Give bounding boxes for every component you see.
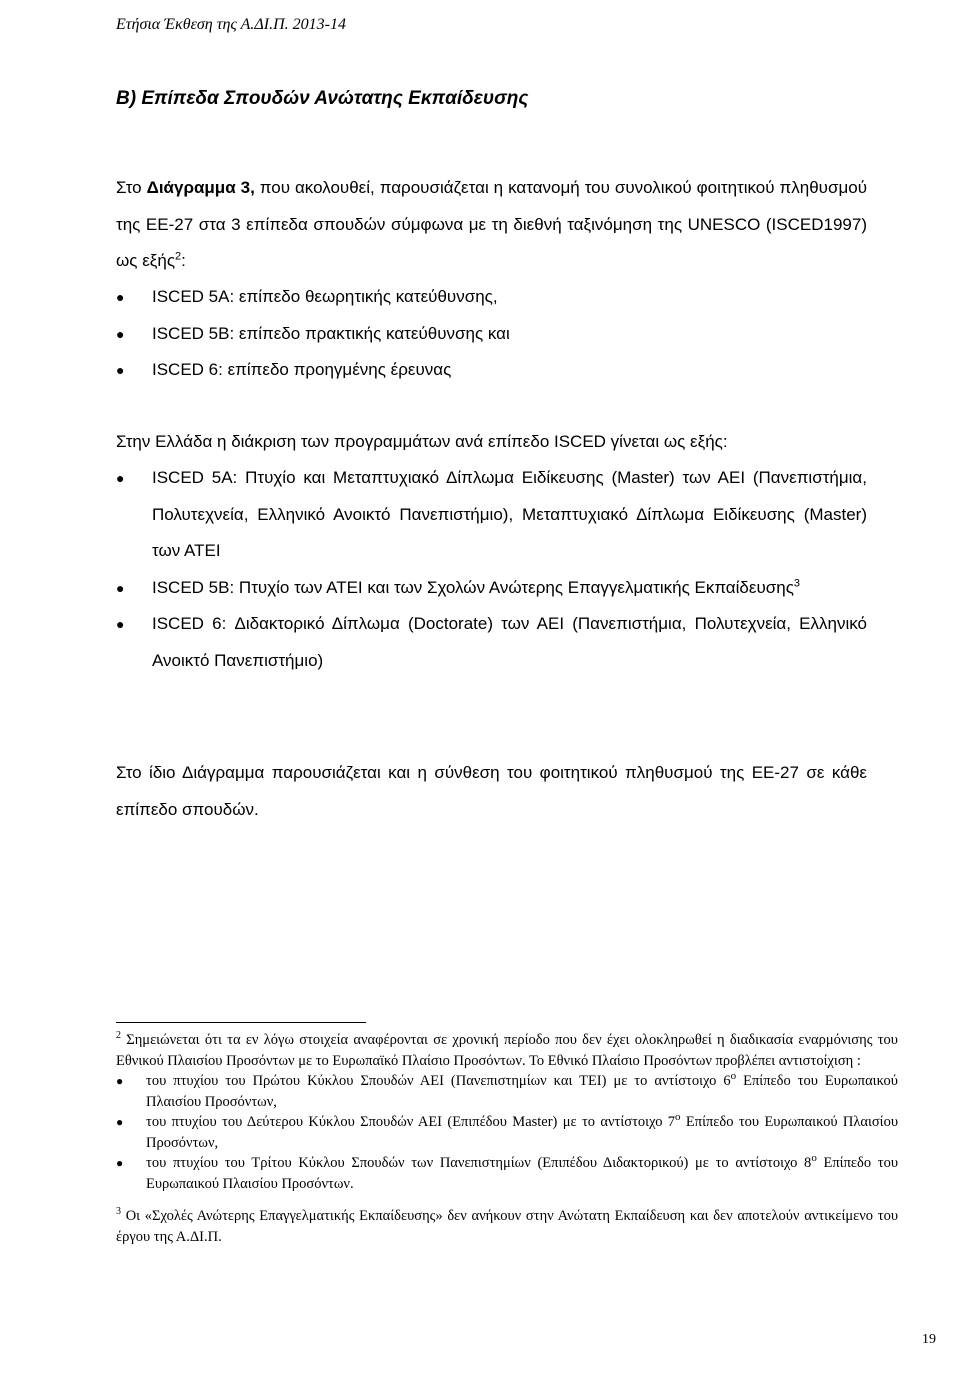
footnote-item-text: του πτυχίου του Δεύτερου Κύκλου Σπουδών ΑΕΙ (Επιπέδου Master) με το αντίστοιχο 7 [146,1114,676,1130]
footnote-item-text: Επίπεδο του Ευρωπαικού Πλαισίου Προσόντων, [146,1114,898,1151]
bullet-icon: ● [116,1074,124,1088]
footnote-text: Οι «Σχολές Ανώτερης Επαγγελματικής Εκπαίδευσης» δεν ανήκουν στην Ανώτατη Εκπαίδευση και δεν αποτελούν αντικείμενο του έργου της Α.ΔΙ.Π. [116,1208,898,1245]
footnote-2-list [116,1071,898,1194]
bullet-icon: ● [116,579,125,596]
intro-pre: Στο [116,178,147,197]
list-item [116,1153,898,1194]
ordinal-sup: ο [811,1152,817,1165]
ordinal-sup: ο [675,1111,681,1124]
footnote-item-text: Επίπεδο του Ευρωπαικού Πλαισίου Προσόντων. [146,1155,899,1192]
footnote-separator [116,1022,366,1023]
list-item-text: ISCED 5A: επίπεδο θεωρητικής κατεύθυνσης, [152,287,498,306]
page-number: 19 [922,1332,936,1347]
list-item [116,606,867,679]
footnote-number: 3 [116,1206,121,1218]
list-item [116,279,867,316]
diagram-reference: Διάγραμμα 3, [146,178,255,197]
footnote-item-text: του πτυχίου του Πρώτου Κύκλου Σπουδών ΑΕΙ (Πανεπιστημίων και ΤΕΙ) με το αντίστοιχο 6 [146,1073,731,1089]
footnote-text: Σημειώνεται ότι τα εν λόγω στοιχεία αναφέρονται σε χρονική περίοδο που δεν έχει ολοκληρωθεί η διαδικασία εναρμόνισης του Εθνικού Πλαισίου Προσόντων με το Ευρωπαϊκό Πλαίσιο Προσόντων. Το Εθνικό Πλαίσιο Προσόντων προβλέπει αντιστοίχιση : [116,1032,898,1069]
list-item-text: ISCED 5B: Πτυχίο των ΑΤΕΙ και των Σχολών Ανώτερης Επαγγελματικής Εκπαίδευσης [152,577,794,597]
intro-post: που ακολουθεί, παρουσιάζεται η κατανομή του συνολικού φοιτητικού πληθυσμού της ΕΕ-27 στα 3 επίπεδα σπουδών σύμφωνα με τη διεθνή ταξινόμηση της UNESCO (ISCED1997) ως εξής [116,178,867,270]
footnotes [116,1030,898,1247]
section-title: Β) Επίπεδα Σπουδών Ανώτατης Εκπαίδευσης [116,88,529,109]
footnote-item-text: Επίπεδο του Ευρωπαικού Πλαισίου Προσόντων, [146,1073,898,1110]
intro-paragraph [116,170,867,280]
running-header: Ετήσια Έκθεση της Α.ΔΙ.Π. 2013-14 [116,16,346,33]
bullet-icon: ● [116,362,125,378]
footnote-ref-2: 2 [175,250,182,263]
list-item-text: ISCED 5B: επίπεδο πρακτικής κατεύθυνσης και [152,323,510,343]
list-item [116,352,867,389]
list-item [116,1071,898,1112]
list-item [116,570,867,607]
list-item-text: ISCED 5A: Πτυχίο και Μεταπτυχιακό Δίπλωμα Ειδίκευσης (Master) των ΑΕΙ (Πανεπιστήμια, Πολυτεχνεία, Ελληνικό Ανοικτό Πανεπιστήμιο), Μεταπτυχιακό Δίπλωμα Ειδίκευσης (Master) των ΑΤΕΙ [152,468,867,560]
list-item-text: ISCED 6: επίπεδο προηγμένης έρευνας [152,360,452,379]
bullet-icon: ● [116,289,125,305]
greece-intro: Στην Ελλάδα η διάκριση των προγραμμάτων ανά επίπεδο ISCED γίνεται ως εξής: [116,432,728,451]
bullet-icon: ● [116,325,125,342]
bullet-icon: ● [116,470,125,486]
list-item [116,316,867,353]
closing-paragraph: Στο ίδιο Διάγραμμα παρουσιάζεται και η σύνθεση του φοιτητικού πληθυσμού της ΕΕ-27 σε κάθε επίπεδο σπουδών. [116,763,867,819]
footnote-ref-3: 3 [793,576,801,589]
ordinal-sup: ο [730,1070,737,1083]
bullet-icon: ● [116,1115,124,1129]
intro-tail: : [181,251,186,270]
list-item [116,1112,898,1153]
footnote-3 [116,1206,898,1247]
footnote-number: 2 [116,1030,121,1042]
greece-levels-list [116,460,867,679]
footnote-2 [116,1030,898,1071]
footnote-item-text: του πτυχίου του Τρίτου Κύκλου Σπουδών των Πανεπιστημίων (Επιπέδου Διδακτορικού) με το αντίστοιχο 8 [146,1155,812,1171]
list-item [116,460,867,570]
bullet-icon: ● [116,616,125,632]
list-item-text: ISCED 6: Διδακτορικό Δίπλωμα (Doctorate) των ΑΕΙ (Πανεπιστήμια, Πολυτεχνεία, Ελληνικό Ανοικτό Πανεπιστήμιο) [152,614,867,670]
bullet-icon: ● [116,1156,124,1170]
isced-levels-list [116,279,867,389]
